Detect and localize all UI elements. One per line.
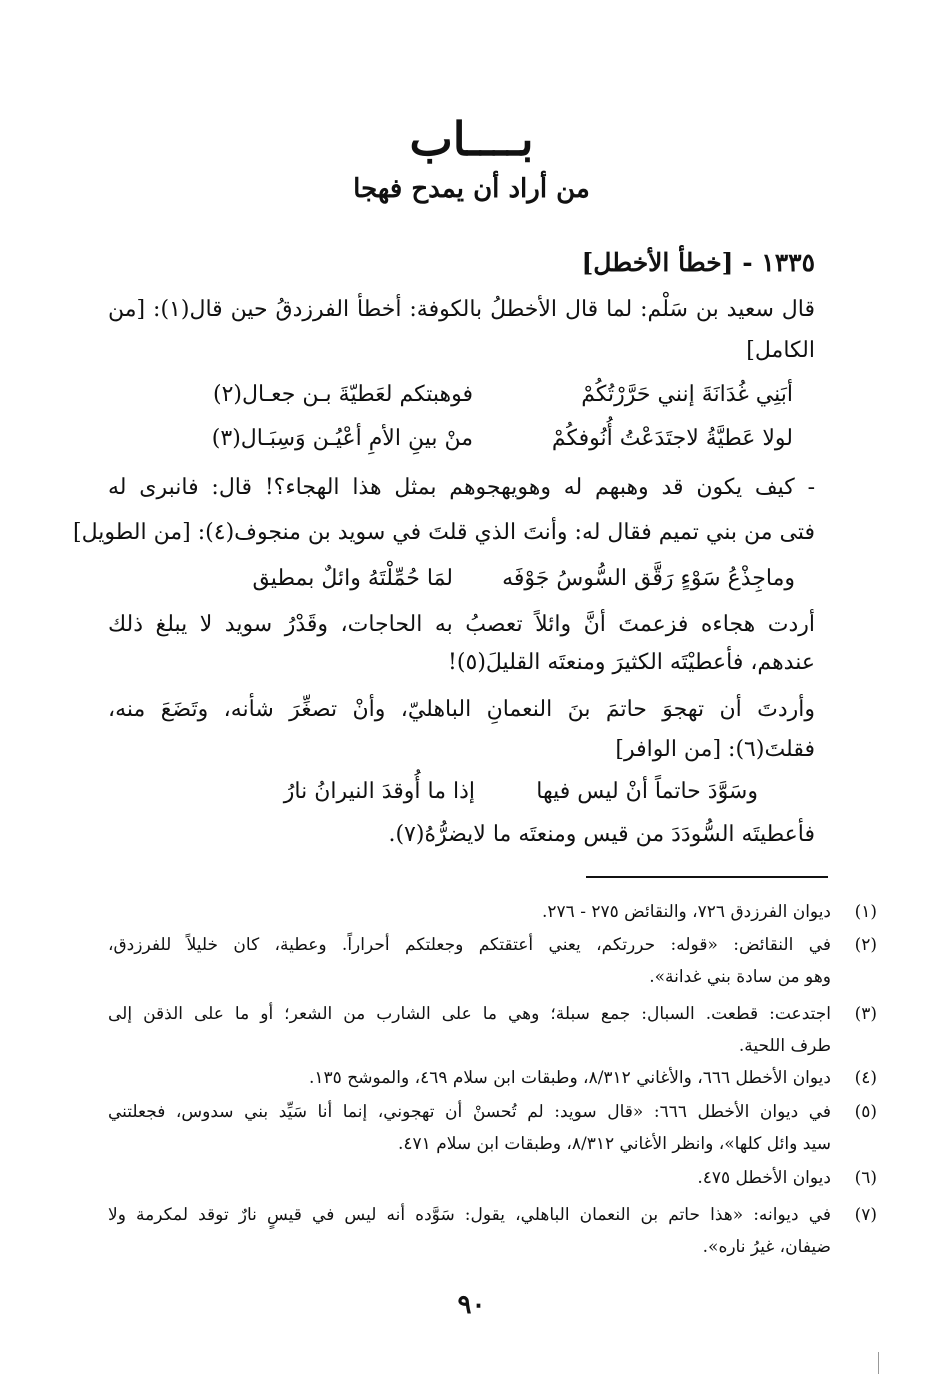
footnote-2-line-a: في النقائض: «قوله: حررتكم، يعني أعتقتكم وجعلتكم أحراراً. وعطية، كان خليلاً للفرزدق، [108,935,831,955]
body-line-9: فأعطيتَه السُّودَدَ من قيس ومنعتَه ما لايضرُّهُ(٧). [388,822,815,847]
footnote-5-number: (٥) [854,1102,877,1122]
body-line-7: وأردتَ أن تهجوَ حاتمَ بنَ النعمانِ الباهليّ، وأنْ تصغِّرَ شأنه، وتَضَعَ منه، [108,697,815,722]
footnote-6-text: ديوان الأخطل ٤٧٥. [697,1168,831,1188]
chapter-subtitle: من أراد أن يمدح فهجا [353,174,590,204]
footnote-3 [831,1004,877,1024]
footnote-6-number: (٦) [854,1168,877,1188]
footnote-7 [831,1205,877,1225]
footnote-separator [586,876,828,878]
footnote-1 [542,902,877,922]
body-line-8: فقلتَ(٦): [من الوافر] [615,737,815,762]
footnote-5-line-a: في ديوان الأخطل ٦٦٦: «قال سويد: لم تُحسنْ أن تهجوني، إنما أنا سَيِّد بني سدوس، فجعلتني [108,1102,832,1122]
page-number: ٩٠ [457,1290,486,1320]
footnote-2-number: (٢) [854,935,877,955]
footnote-1-text: ديوان الفرزدق ٧٢٦، والنقائض ٢٧٥ - ٢٧٦. [541,902,831,922]
body-line-5: أردت هجاءه فزعمتَ أنَّ وائلاً تعصبُ به الحاجات، وقَدْرُ سويد لا يبلغ ذلك [108,612,815,637]
footnote-7-number: (٧) [854,1205,877,1225]
scan-mark [878,1352,879,1374]
verse-3-first-hemistich: وماجِذْعُ سَوْءٍ رَقَّق السُّوسُ جَوْفَه [502,566,795,591]
footnote-4-number: (٤) [854,1068,877,1088]
verse-4-first-hemistich: وسَوَّدَ حاتماً أنْ ليس فيها [536,779,758,804]
footnote-7-line-a: في ديوانه: «هذا حاتم بن النعمان الباهلي، يقول: سَوَّده أنه ليس في قيسٍ نارٌ توقد لمكرمة ولا [108,1205,831,1225]
footnote-7-line-b: ضيفان، غيرُ ناره». [702,1237,831,1257]
body-line-6: عندهم، فأعطيْتَه الكثيرَ ومنعتَه القليلَ(٥)! [448,650,815,675]
body-line-4: فتى من بني تميم فقال له: وأنتَ الذي قلتَ في سويد بن منجوف(٤): [من الطويل] [73,520,815,545]
body-line-2: الكامل] [746,338,815,363]
verse-2-first-hemistich: لولا عَطيَّةُ لاجتَدَعْتُ أُنُوفكُمْ [551,426,793,451]
footnote-3-line-b: طرف اللحية. [738,1036,831,1056]
verse-2-second-hemistich: منْ بينِ الأمِ أعْيُـن وَسِبَـال(٣) [211,426,473,451]
footnote-5 [831,1102,877,1122]
verse-4-second-hemistich: إذا ما أُوقدَ النيرانُ نارُ [283,779,475,804]
verse-3-second-hemistich: لمَا حُمِّلْتَهُ وائلٌ بمطيق [252,566,453,591]
footnote-5-line-b: سيد وائل كلها»، وانظر الأغاني ٨/٣١٢، وطبقات ابن سلام ٤٧١. [397,1134,831,1154]
footnote-6 [697,1168,877,1188]
footnote-3-line-a: اجتدعت: قطعت. السبال: جمع سبلة؛ وهي ما على الشارب من الشعر؛ أو ما على الذقن إلى [108,1004,831,1024]
body-line-1: قال سعيد بن سَلْم: لما قال الأخطلُ بالكوفة: أخطأ الفرزدقُ حين قال(١): [من [108,297,816,322]
footnote-3-number: (٣) [854,1004,877,1024]
section-heading: ١٣٣٥ - [خطأ الأخطل] [581,248,815,277]
footnote-2-line-b: وهو من سادة بني غدانة». [649,967,831,987]
verse-1-first-hemistich: أبَنِي غُدَانَةَ إنني حَرَّرْتُكُمْ [581,382,793,407]
footnote-4 [309,1068,877,1088]
footnote-4-text: ديوان الأخطل ٦٦٦، والأغاني ٨/٣١٢، وطبقات ابن سلام ٤٦٩، والموشح ١٣٥. [309,1068,831,1088]
footnote-1-number: (١) [854,902,877,922]
chapter-title: بــــاب [409,112,534,166]
verse-1-second-hemistich: فوهبتكم لعَطيّةَ بـن جعـال(٢) [213,382,473,407]
footnote-2 [831,935,877,955]
body-line-3: - كيف يكون قد وهبهم له وهويهجوهم بمثل هذا الهجاء؟! قال: فانبرى له [108,475,815,500]
